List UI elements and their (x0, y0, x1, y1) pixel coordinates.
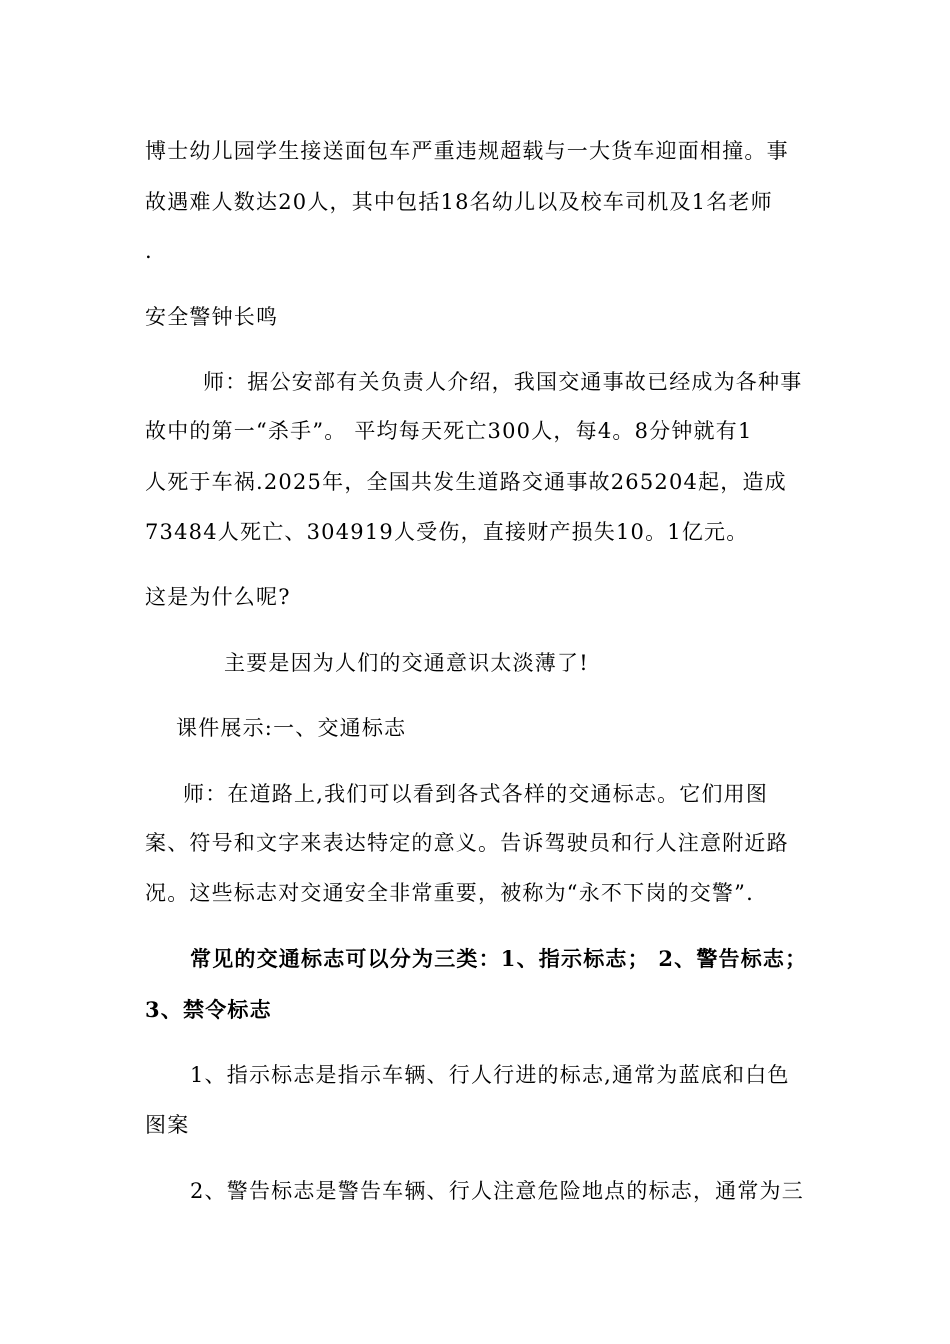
paragraph-line: 人死于车祸.2025年，全国共发生道路交通事故265204起，造成 (145, 470, 787, 494)
paragraph-line: 故中的第一“杀手”。 平均每天死亡300人，每4。8分钟就有1 (145, 419, 753, 443)
bold-paragraph-line: 3、禁令标志 (145, 997, 272, 1022)
paragraph-line: 况。这些标志对交通安全非常重要，被称为“永不下岗的交警”. (145, 881, 754, 905)
answer-line: 主要是因为人们的交通意识太淡薄了! (224, 651, 589, 675)
section-heading: 安全警钟长鸣 (145, 305, 279, 329)
paragraph-line: 73484人死亡、304919人受伤，直接财产损失10。1亿元。 (145, 520, 749, 544)
paragraph-line: 故遇难人数达20人，其中包括18名幼儿以及校车司机及1名老师 (145, 190, 773, 214)
courseware-heading: 课件展示:一、交通标志 (176, 716, 407, 740)
paragraph-line: 图案 (145, 1113, 190, 1137)
paragraph-line: 博士幼儿园学生接送面包车严重违规超载与一大货车迎面相撞。事 (145, 139, 789, 163)
paragraph-line: 师：在道路上,我们可以看到各式各样的交通标志。它们用图 (183, 782, 769, 806)
bold-paragraph-line: 常见的交通标志可以分为三类：1、指示标志； 2、警告标志； (190, 946, 808, 971)
paragraph-line: 师：据公安部有关负责人介绍，我国交通事故已经成为各种事 (203, 370, 803, 394)
question-line: 这是为什么呢? (145, 585, 291, 609)
paragraph-line: . (145, 239, 153, 263)
paragraph-line: 案、符号和文字来表达特定的意义。告诉驾驶员和行人注意附近路 (145, 831, 789, 855)
paragraph-line: 1、指示标志是指示车辆、行人行进的标志,通常为蓝底和白色 (190, 1063, 790, 1087)
paragraph-line: 2、警告标志是警告车辆、行人注意危险地点的标志，通常为三 (190, 1179, 804, 1203)
